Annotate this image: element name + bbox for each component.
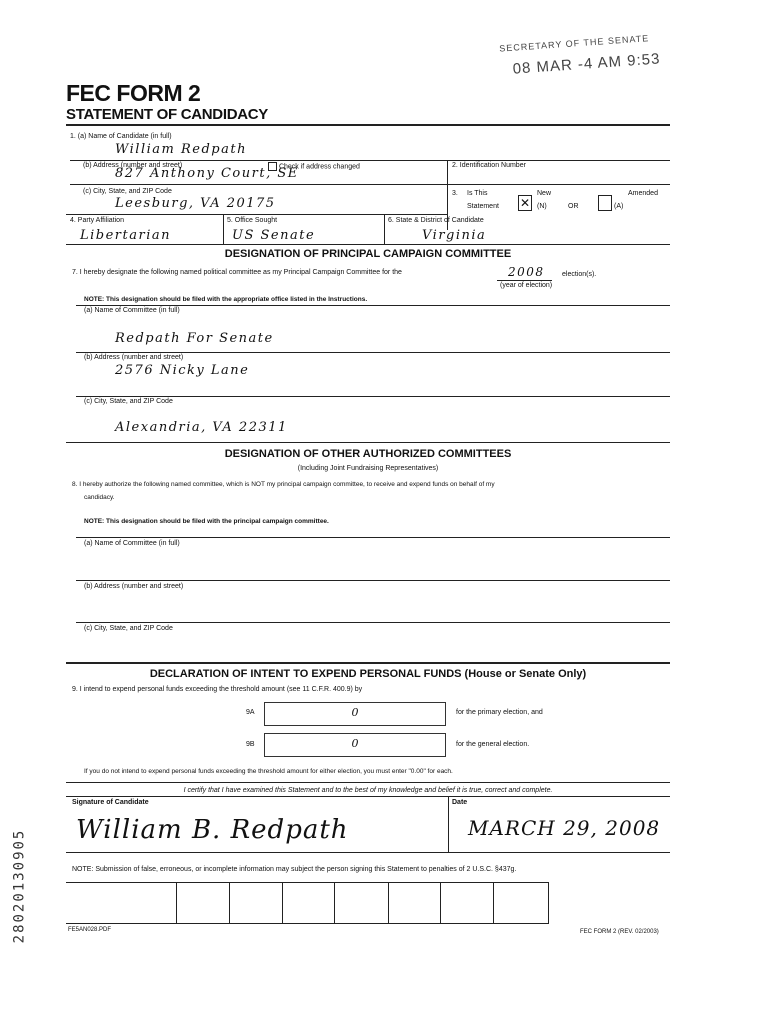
state-label: 6. State & District of Candidate — [388, 217, 484, 224]
principal-committee-name-label: (a) Name of Committee (in full) — [84, 307, 180, 314]
amended-checkbox[interactable] — [598, 195, 612, 211]
form-subtitle: STATEMENT OF CANDIDACY — [66, 106, 269, 123]
state-value: Virginia — [422, 228, 487, 243]
principal-address-value: 2576 Nicky Lane — [115, 363, 250, 378]
signature-label: Signature of Candidate — [72, 799, 149, 806]
candidate-name-value: William Redpath — [115, 142, 247, 157]
office-value: US Senate — [232, 228, 316, 243]
address-changed-label: Check if address changed — [278, 163, 360, 171]
footer-filename: FE5AN028.PDF — [68, 927, 112, 933]
party-value: Libertarian — [80, 228, 171, 243]
or-label: OR — [568, 203, 579, 210]
principal-address-label: (b) Address (number and street) — [84, 354, 184, 361]
statement-label-b: Statement — [467, 203, 499, 210]
form-title: FEC FORM 2 — [66, 80, 201, 106]
footer-form-version: FEC FORM 2 (REV. 02/2003) — [580, 929, 659, 935]
other-committees-subheading: (Including Joint Fundraising Representatives) — [297, 465, 439, 472]
label-9a: 9A — [246, 709, 255, 716]
statement-num: 3. — [452, 190, 458, 197]
office-label: 5. Office Sought — [227, 217, 278, 224]
declaration-heading: DECLARATION OF INTENT TO EXPEND PERSONAL FUNDS (House or Senate Only) — [149, 668, 587, 680]
candidate-city-value: Leesburg, VA 20175 — [115, 196, 276, 211]
principal-committee-heading: DESIGNATION OF PRINCIPAL CAMPAIGN COMMITTEE — [224, 248, 512, 260]
after-9a-text: for the primary election, and — [456, 709, 543, 716]
statement-label-a: Is This — [467, 190, 488, 197]
principal-city-value: Alexandria, VA 22311 — [115, 420, 288, 435]
date-label: Date — [452, 799, 468, 806]
new-label: New — [537, 190, 552, 197]
new-checkbox[interactable]: ✕ — [519, 196, 531, 210]
candidate-signature: William B. Redpath — [76, 815, 349, 845]
amount-9a-value: 0 — [351, 706, 359, 719]
principal-committee-name-value: Redpath For Senate — [115, 331, 274, 346]
year-of-election-label: (year of election) — [500, 282, 553, 289]
amount-9b-value: 0 — [351, 737, 359, 750]
signature-date: MARCH 29, 2008 — [468, 816, 661, 840]
section-8-text-cont: candidacy. — [84, 494, 115, 501]
section-7-text: 7. I hereby designate the following named political committee as my Principal Campaign Committee for the — [72, 269, 402, 276]
new-code: (N) — [537, 203, 547, 210]
candidate-address-label: (b) Address (number and street) — [83, 162, 183, 169]
section-9-footer: If you do not intend to expend personal funds exceeding the threshold amount for either election, you must enter "0.00" for each. — [84, 768, 453, 775]
other-committee-name-label: (a) Name of Committee (in full) — [84, 540, 180, 547]
after-9b-text: for the general election. — [456, 741, 530, 748]
party-label: 4. Party Affiliation — [70, 217, 124, 224]
section-7-note: NOTE: This designation should be filed with the appropriate office listed in the Instructions. — [84, 296, 368, 303]
penalty-note: NOTE: Submission of false, erroneous, or incomplete information may subject the person signing this Statement to penalties of 2 U.S.C. §437g. — [72, 866, 517, 873]
candidate-name-label: 1. (a) Name of Candidate (in full) — [70, 133, 172, 140]
identification-number-label: 2. Identification Number — [452, 162, 526, 169]
amount-9b-field[interactable] — [264, 733, 446, 757]
section-9-text: 9. I intend to expend personal funds exceeding the threshold amount (see 11 C.F.R. 400.9) by — [72, 686, 363, 693]
certification-text: I certify that I have examined this Statement and to the best of my knowledge and belief it is true, correct and complete. — [183, 787, 553, 794]
side-document-number: 28020130905 — [11, 828, 28, 944]
amended-label: Amended — [628, 190, 658, 197]
other-city-label: (c) City, State, and ZIP Code — [84, 625, 173, 632]
office-use-boxes — [66, 882, 549, 924]
senate-received-stamp — [499, 32, 661, 78]
amount-9a-field[interactable] — [264, 702, 446, 726]
candidate-address-value: 827 Anthony Court, SE — [115, 166, 299, 181]
principal-city-label: (c) City, State, and ZIP Code — [84, 398, 173, 405]
election-suffix: election(s). — [562, 271, 597, 278]
amended-code: (A) — [614, 203, 624, 210]
other-address-label: (b) Address (number and street) — [84, 583, 184, 590]
section-8-note: NOTE: This designation should be filed with the principal campaign committee. — [84, 518, 329, 525]
stamp-office: SECRETARY OF THE SENATE — [498, 33, 650, 54]
other-committees-heading: DESIGNATION OF OTHER AUTHORIZED COMMITTEES — [224, 448, 512, 460]
candidate-city-label: (c) City, State, and ZIP Code — [83, 188, 172, 195]
election-year-value: 2008 — [508, 265, 545, 279]
label-9b: 9B — [246, 741, 255, 748]
section-8-text: 8. I hereby authorize the following named committee, which is NOT my principal campaign committee, to receive and expend funds on behalf of my — [72, 481, 495, 488]
stamp-datetime: 08 MAR -4 AM 9:53 — [512, 50, 661, 78]
